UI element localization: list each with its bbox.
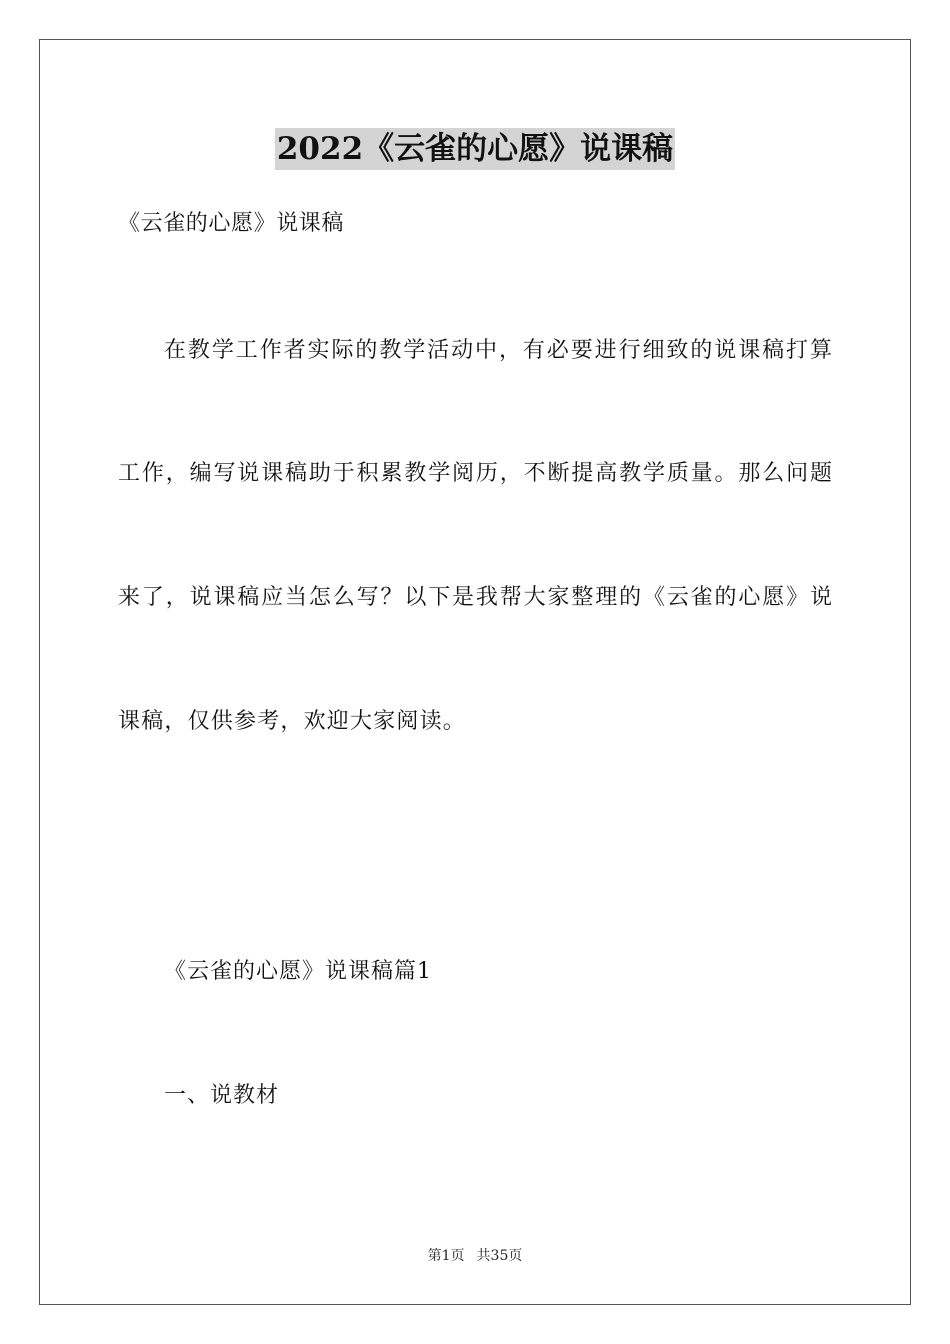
page-total: 共35页: [476, 1248, 523, 1264]
page-number: 第1页: [427, 1248, 465, 1264]
document-title: 2022《云雀的心愿》说课稿: [275, 128, 675, 170]
section-heading: 《云雀的心愿》说课稿篇1: [164, 959, 432, 984]
subsection-heading: 一、说教材: [164, 1083, 280, 1108]
title-container: [0, 128, 950, 170]
intro-line-4: 课稿，仅供参考，欢迎大家阅读。: [118, 709, 467, 734]
intro-line-1: 在教学工作者实际的教学活动中，有必要进行细致的说课稿打算: [164, 338, 832, 363]
intro-line-2: 工作，编写说课稿助于积累教学阅历，不断提高教学质量。那么问题: [118, 461, 832, 486]
intro-line-3: 来了，说课稿应当怎么写？以下是我帮大家整理的《云雀的心愿》说: [118, 585, 832, 610]
page-footer: [0, 1246, 950, 1266]
document-subtitle: 《云雀的心愿》说课稿: [118, 211, 345, 236]
